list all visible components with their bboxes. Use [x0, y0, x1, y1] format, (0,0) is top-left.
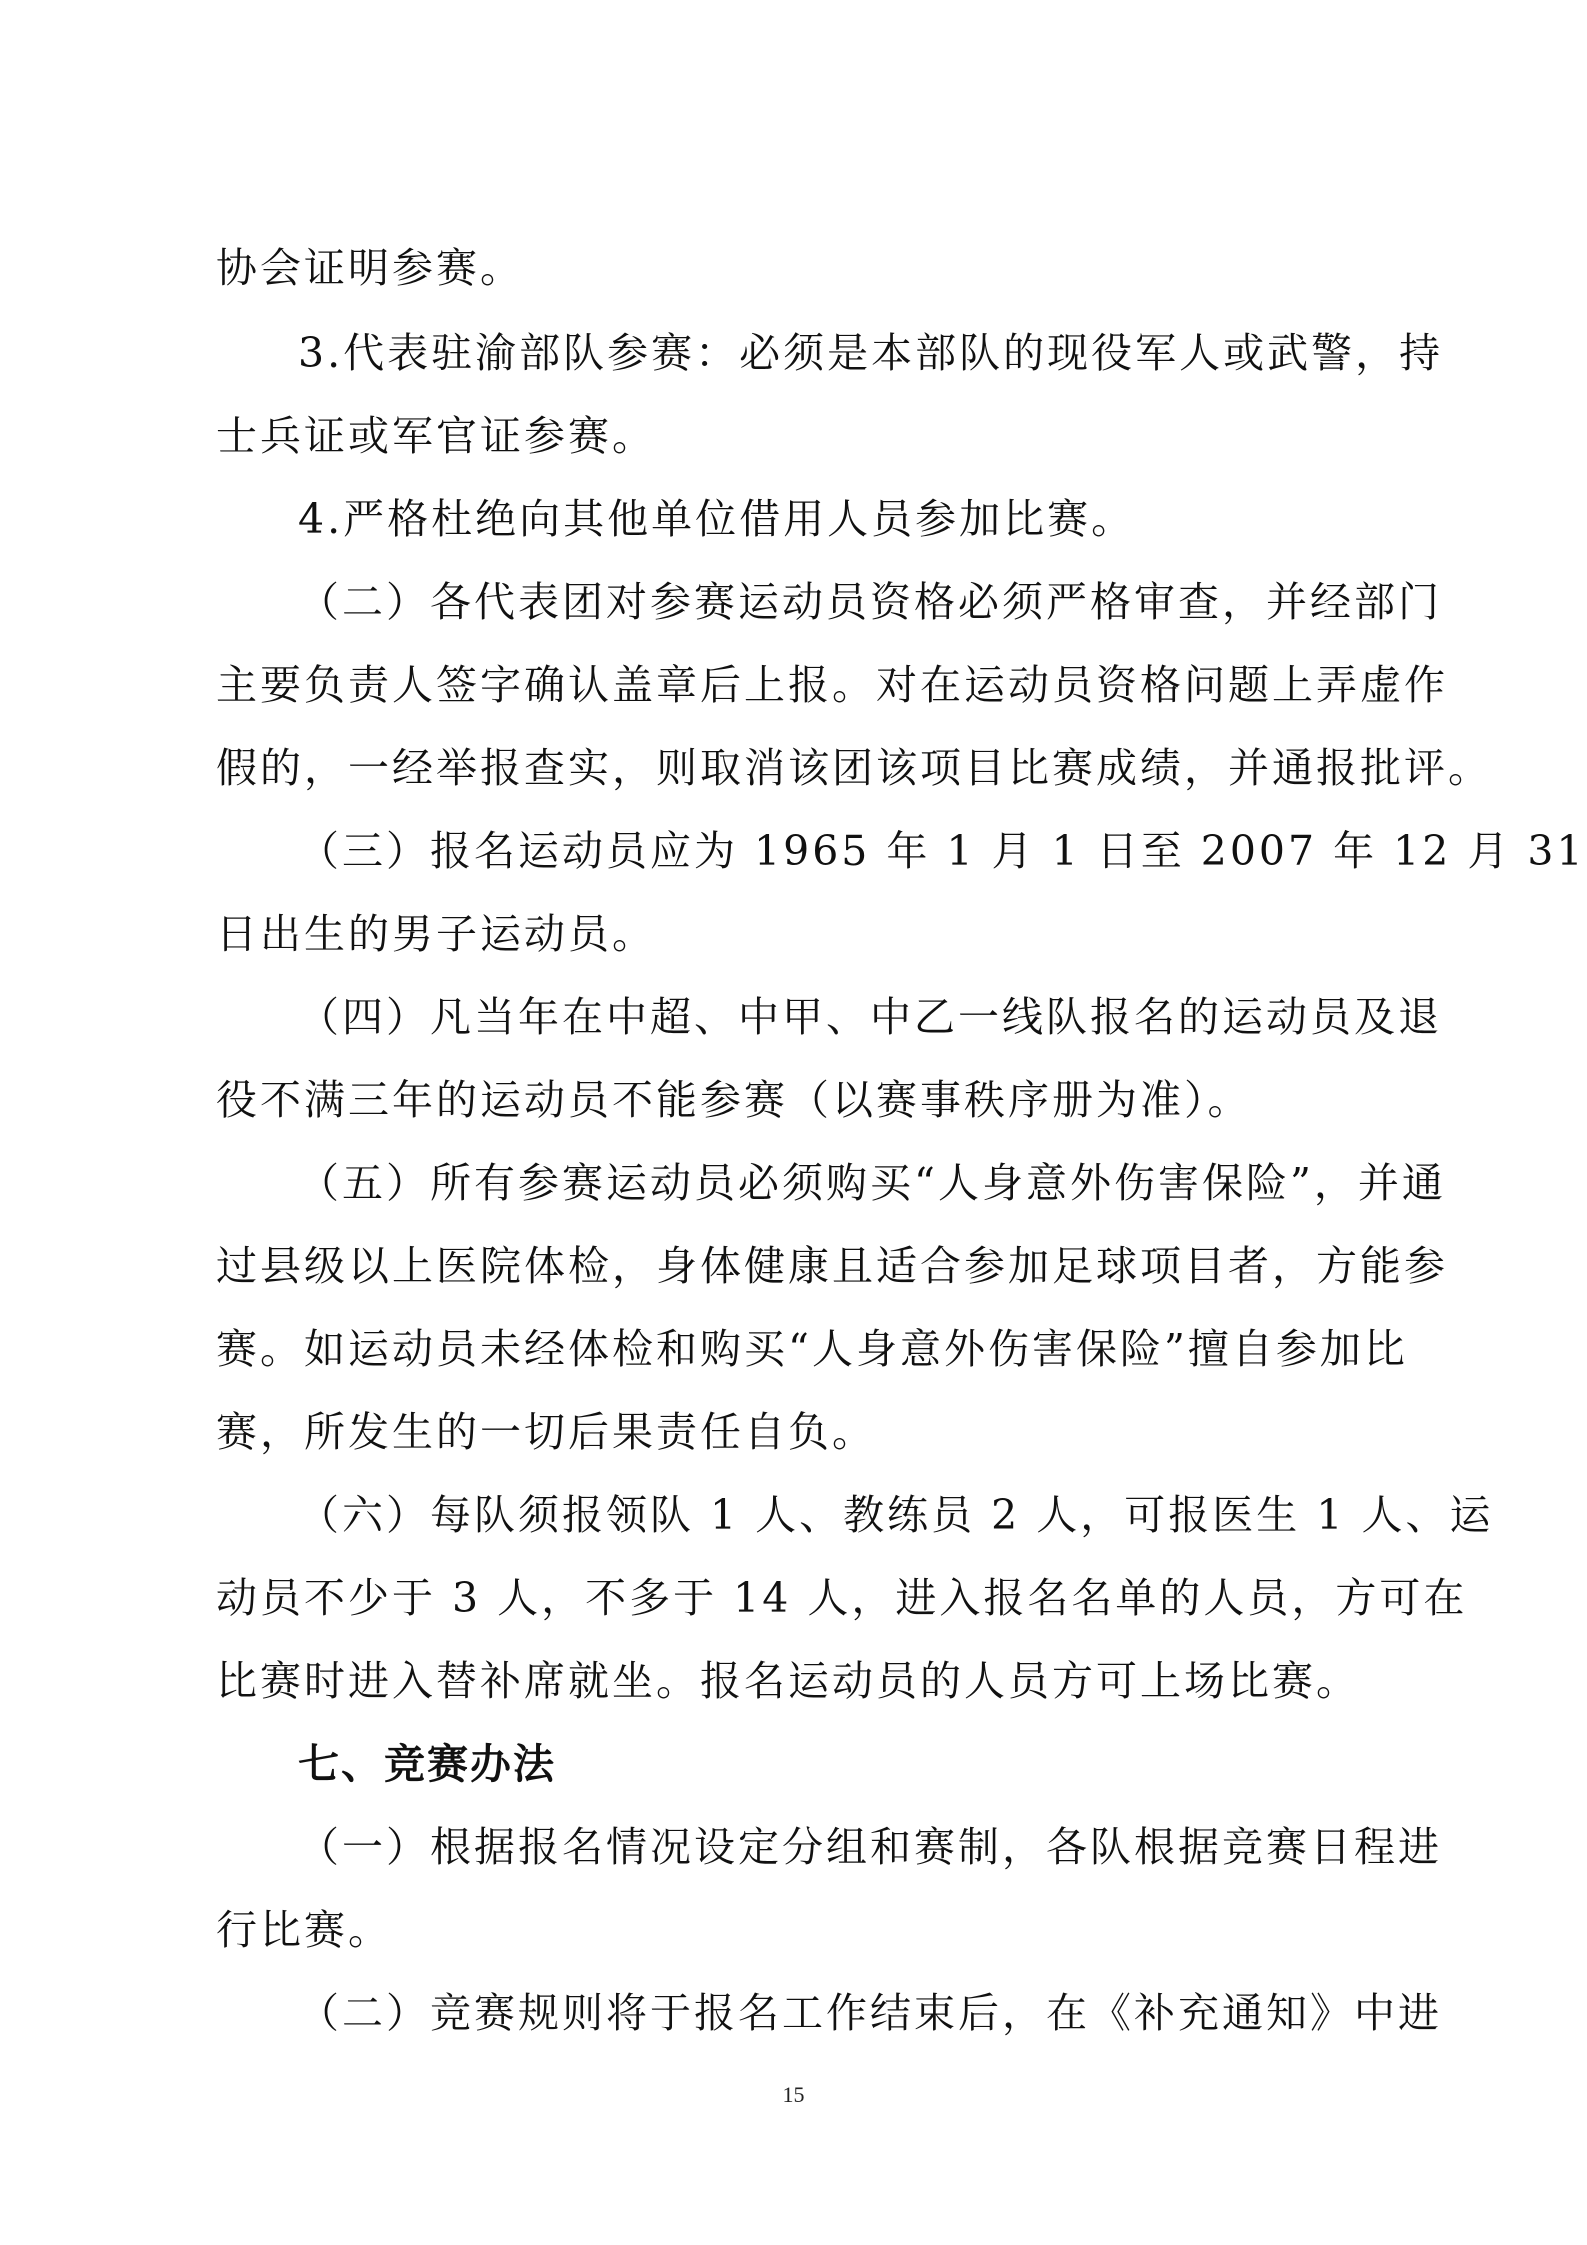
text-line-11: 役不满三年的运动员不能参赛（以赛事秩序册为准）。	[216, 1076, 1252, 1124]
text-line-6: 主要负责人签字确认盖章后上报。对在运动员资格问题上弄虚作	[216, 661, 1448, 709]
text-line-20: （一）根据报名情况设定分组和赛制，各队根据竞赛日程进	[298, 1823, 1442, 1871]
text-line-22: （二）竞赛规则将于报名工作结束后，在《补充通知》中进	[298, 1989, 1442, 2037]
text-line-15: 赛，所发生的一切后果责任自负。	[216, 1408, 876, 1456]
text-line-13: 过县级以上医院体检，身体健康且适合参加足球项目者，方能参	[216, 1242, 1448, 1290]
text-line-10: （四）凡当年在中超、中甲、中乙一线队报名的运动员及退	[298, 993, 1442, 1041]
text-line-14: 赛。如运动员未经体检和购买“人身意外伤害保险”擅自参加比	[216, 1325, 1408, 1373]
text-line-17: 动员不少于 3 人，不多于 14 人，进入报名名单的人员，方可在	[216, 1574, 1468, 1622]
text-line-8: （三）报名运动员应为 1965 年 1 月 1 日至 2007 年 12 月 31	[298, 827, 1586, 875]
text-line-2: 3.代表驻渝部队参赛：必须是本部队的现役军人或武警，持	[298, 329, 1444, 377]
text-line-9: 日出生的男子运动员。	[216, 910, 656, 958]
text-line-21: 行比赛。	[216, 1906, 392, 1954]
text-line-7: 假的，一经举报查实，则取消该团该项目比赛成绩，并通报批评。	[216, 744, 1492, 792]
section-heading: 七、竞赛办法	[298, 1740, 556, 1788]
page-number: 15	[782, 2082, 805, 2107]
text-line-12: （五）所有参赛运动员必须购买“人身意外伤害保险”，并通	[298, 1159, 1446, 1207]
text-line-4: 4.严格杜绝向其他单位借用人员参加比赛。	[298, 495, 1136, 543]
text-line-5: （二）各代表团对参赛运动员资格必须严格审查，并经部门	[298, 578, 1442, 626]
text-line-16: （六）每队须报领队 1 人、教练员 2 人，可报医生 1 人、运	[298, 1491, 1494, 1539]
text-line-18: 比赛时进入替补席就坐。报名运动员的人员方可上场比赛。	[216, 1657, 1360, 1705]
text-line-1: 协会证明参赛。	[216, 244, 524, 292]
text-line-3: 士兵证或军官证参赛。	[216, 412, 656, 460]
